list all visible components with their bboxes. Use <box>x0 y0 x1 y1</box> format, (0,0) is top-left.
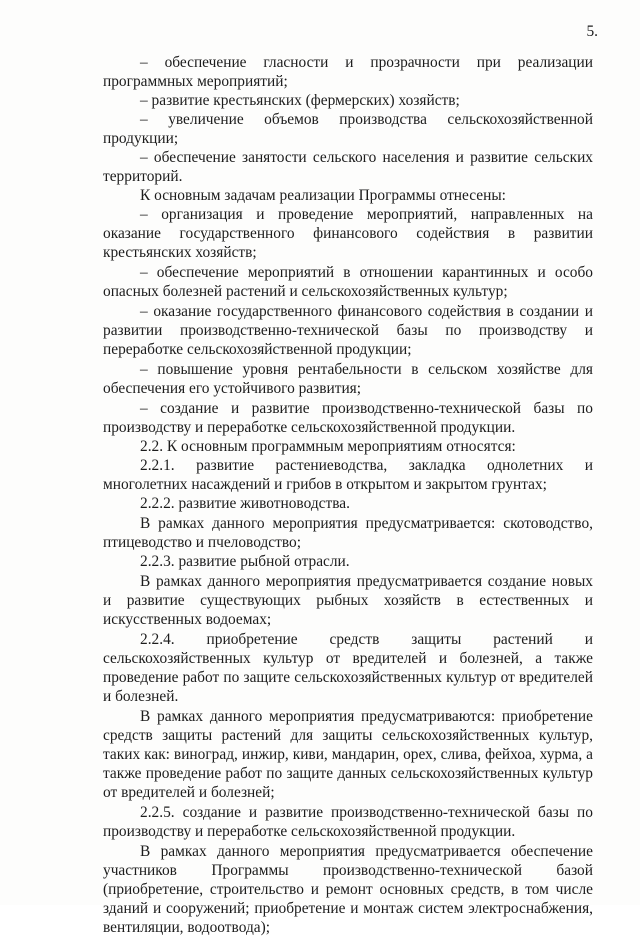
paragraph: В рамках данного мероприятия предусматриваются: приобретение средств защиты растений для защиты сельскохозяйственных культур, таких как: виноград, инжир, киви, мандарин, орех, слива, фейхоа, хурма, а также проведение работ по защите данных сельскохозяйственных культур от вредителей и болезней; <box>103 708 593 801</box>
paragraph: – создание и развитие производственно-технической базы по производству и переработке сельскохозяйственной продукции. <box>103 400 593 436</box>
paragraph: В рамках данного мероприятия предусматривается обеспечение участников Программы производственно-технической базой (приобретение, строительство и ремонт основных средств, в том числе зданий и сооружений; приобретение и монтаж систем электроснабжения, вентиляции, водоотвода); <box>103 843 593 936</box>
paragraph: – обеспечение мероприятий в отношении карантинных и особо опасных болезней растений и сельскохозяйственных культур; <box>103 264 593 300</box>
paragraph: 2.2.1. развитие растениеводства, закладка однолетних и многолетних насаждений и грибов в открытом и закрытом грунтах; <box>103 457 593 493</box>
paragraph: В рамках данного мероприятия предусматривается: скотоводство, птицеводство и пчеловодство; <box>103 515 593 551</box>
page-number: 5. <box>586 23 598 40</box>
document-body <box>103 53 593 937</box>
paragraph: – обеспечение занятости сельского населения и развитие сельских территорий. <box>103 149 593 185</box>
paragraph: – обеспечение гласности и прозрачности при реализации программных мероприятий; <box>103 54 593 90</box>
paragraph: 2.2.3. развитие рыбной отрасли. <box>140 553 350 570</box>
paragraph: 2.2.2. развитие животноводства. <box>140 495 350 512</box>
paragraph: К основным задачам реализации Программы отнесены: <box>140 187 506 204</box>
paragraph: – оказание государственного финансового содействия в создании и развитии производственно-технической базы по производству и переработке сельскохозяйственной продукции; <box>103 303 593 358</box>
paragraph: В рамках данного мероприятия предусматривается создание новых и развитие существующих рыбных хозяйств в естественных и искусственных водоемах; <box>103 573 593 628</box>
paragraph: – увеличение объемов производства сельскохозяйственной продукции; <box>103 111 593 147</box>
paragraph: – развитие крестьянских (фермерских) хозяйств; <box>140 92 460 109</box>
paragraph: 2.2.5. создание и развитие производственно-технической базы по производству и переработке сельскохозяйственной продукции. <box>103 804 593 840</box>
paragraph: 2.2.4. приобретение средств защиты растений и сельскохозяйственных культур от вредителей и болезней, а также проведение работ по защите сельскохозяйственных культур от вредителей и болезней. <box>103 631 593 705</box>
section-heading: 2.2. К основным программным мероприятиям относятся: <box>140 438 516 455</box>
paragraph: – организация и проведение мероприятий, направленных на оказание государственного финансового содействия в развитии крестьянских хозяйств; <box>103 206 593 261</box>
paragraph: – повышение уровня рентабельности в сельском хозяйстве для обеспечения его устойчивого развития; <box>103 361 593 397</box>
